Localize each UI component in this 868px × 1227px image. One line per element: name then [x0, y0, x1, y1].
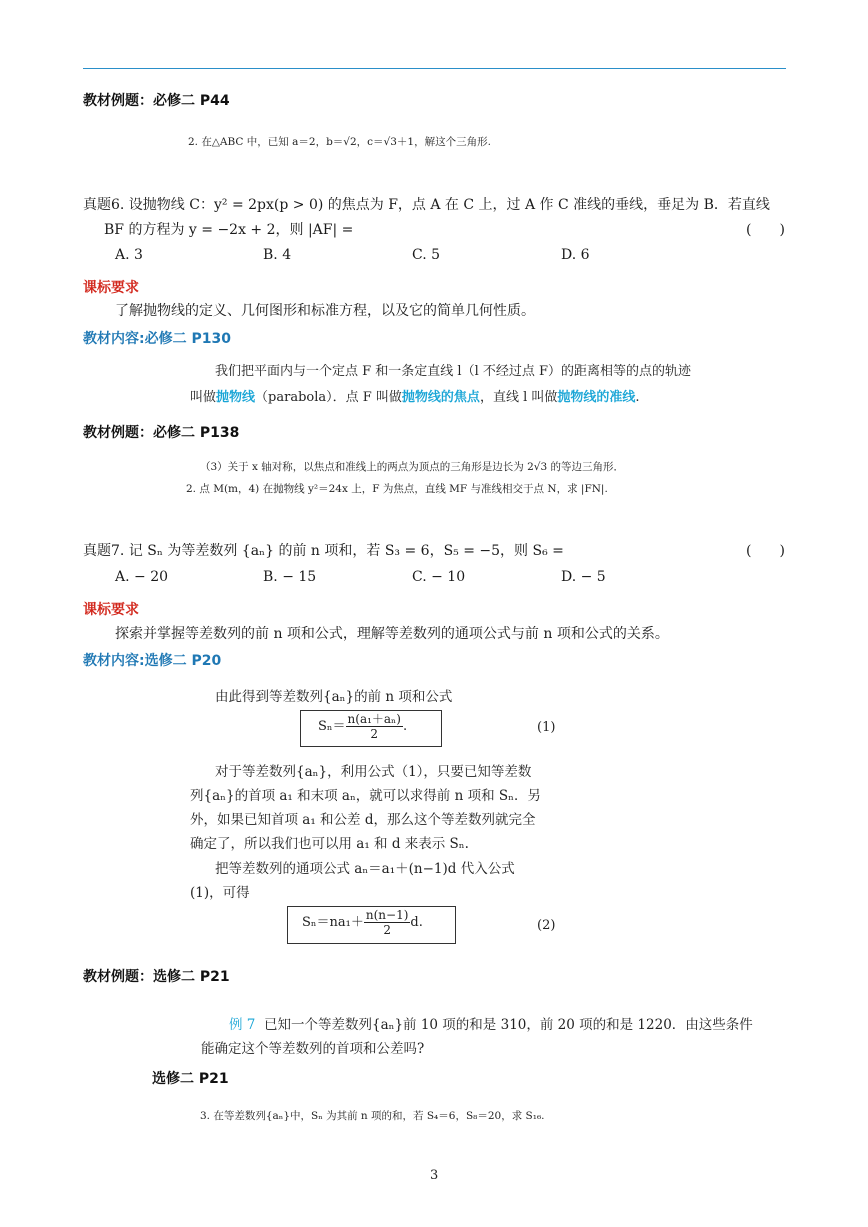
- formula-1: Sₙ＝ $\frac{\text{n(a₁＋aₙ)}}{2}$ .: [318, 712, 408, 741]
- curriculum-requirement-text-q6: 了解抛物线的定义、几何图形和标准方程，以及它的简单几何性质。: [115, 303, 535, 319]
- option-a-q7: A. − 20: [115, 569, 169, 585]
- option-d-q6: D. 6: [561, 247, 590, 263]
- term-directrix: 抛物线的准线: [557, 390, 636, 405]
- example-7-label: 例 7: [229, 1017, 256, 1033]
- question-7-line-1: 真题7. 记 Sₙ 为等差数列 {aₙ} 的前 n 项和，若 S₃ = 6，S₅ = −5，则 S₆ =: [83, 543, 564, 559]
- page-number: 3: [430, 1168, 439, 1183]
- parabola-definition-line-1: 我们把平面内与一个定点 F 和一条定直线 l（l 不经过点 F）的距离相等的点的轨迹: [215, 364, 692, 379]
- textbook-content-heading-p20: 教材内容:选修二 P20: [83, 653, 222, 669]
- option-d-q7: D. − 5: [561, 569, 606, 585]
- option-c-q7: C. − 10: [412, 569, 466, 585]
- curriculum-requirement-text-q7: 探索并掌握等差数列的前 n 项和公式，理解等差数列的通项公式与前 n 项和公式的关系。: [115, 626, 669, 642]
- section-heading-xuanxiu2-p21-exercise: 选修二 P21: [152, 1071, 229, 1087]
- section-heading-bixiu2-p44: 教材例题：必修二 P44: [83, 93, 230, 109]
- content-line-4: 外，如果已知首项 a₁ 和公差 d，那么这个等差数列就完全: [190, 812, 536, 828]
- curriculum-requirement-heading-q7: 课标要求: [83, 602, 139, 618]
- question-6-line-1: 真题6. 设抛物线 C：y² = 2px(p > 0) 的焦点为 F，点 A 在 C 上，过 A 作 C 准线的垂线，垂足为 B．若直线: [83, 197, 770, 213]
- option-a-q6: A. 3: [115, 247, 143, 263]
- textbook-example-p138-line-1: （3）关于 x 轴对称，以焦点和准线上的两点为顶点的三角形是边长为 2√3 的等边三角形．: [200, 461, 625, 473]
- textbook-example-p138-line-2: 2. 点 M(m，4) 在抛物线 y²＝24x 上，F 为焦点，直线 MF 与准线相交于点 N，求 |FN|.: [186, 483, 608, 495]
- content-line-5: 确定了，所以我们也可以用 a₁ 和 d 来表示 Sₙ.: [190, 836, 469, 852]
- option-c-q6: C. 5: [412, 247, 441, 263]
- section-heading-xuanxiu2-p21: 教材例题：选修二 P21: [83, 969, 230, 985]
- parabola-definition-line-2: 叫做抛物线（parabola）．点 F 叫做抛物线的焦点，直线 l 叫做抛物线的准线.: [190, 390, 640, 405]
- content-line-7: (1)，可得: [190, 885, 250, 901]
- term-parabola: 抛物线: [216, 390, 256, 405]
- term-focus: 抛物线的焦点: [401, 390, 480, 405]
- section-heading-bixiu2-p138: 教材例题：必修二 P138: [83, 425, 240, 441]
- option-b-q6: B. 4: [263, 247, 292, 263]
- header-rule: [83, 68, 786, 69]
- formula-2: Sₙ＝na₁＋ $\frac{n(n-1)}{2}$ d.: [302, 908, 423, 937]
- example-7-line-1: 例 7 已知一个等差数列{aₙ}前 10 项的和是 310，前 20 项的和是 1220．由这些条件: [229, 1017, 753, 1033]
- content-line-6: 把等差数列的通项公式 aₙ＝a₁＋(n−1)d 代入公式: [215, 861, 515, 877]
- option-b-q7: B. − 15: [263, 569, 317, 585]
- answer-bracket-q7: ( ): [746, 543, 785, 559]
- content-line-3: 列{aₙ}的首项 a₁ 和末项 aₙ，就可以求得前 n 项和 Sₙ．另: [190, 788, 541, 804]
- formula-2-tag: (2): [537, 918, 556, 933]
- question-6-line-2: BF 的方程为 y = −2x + 2，则 |AF| =: [104, 222, 354, 238]
- exercise-3-text: 3. 在等差数列{aₙ}中，Sₙ 为其前 n 项的和，若 S₄＝6，S₈＝20，求 S₁₆.: [200, 1110, 545, 1122]
- formula-1-tag: (1): [537, 720, 556, 735]
- content-line-2: 对于等差数列{aₙ}，利用公式（1），只要已知等差数: [215, 764, 532, 780]
- textbook-example-triangle: 2. 在△ABC 中，已知 a＝2，b＝√2，c＝√3＋1，解这个三角形.: [188, 136, 491, 148]
- sum-formula-intro: 由此得到等差数列{aₙ}的前 n 项和公式: [215, 689, 453, 705]
- answer-bracket-q6: ( ): [746, 222, 785, 238]
- curriculum-requirement-heading-q6: 课标要求: [83, 280, 139, 296]
- textbook-content-heading-p130: 教材内容:必修二 P130: [83, 331, 231, 347]
- example-7-line-2: 能确定这个等差数列的首项和公差吗?: [201, 1041, 425, 1057]
